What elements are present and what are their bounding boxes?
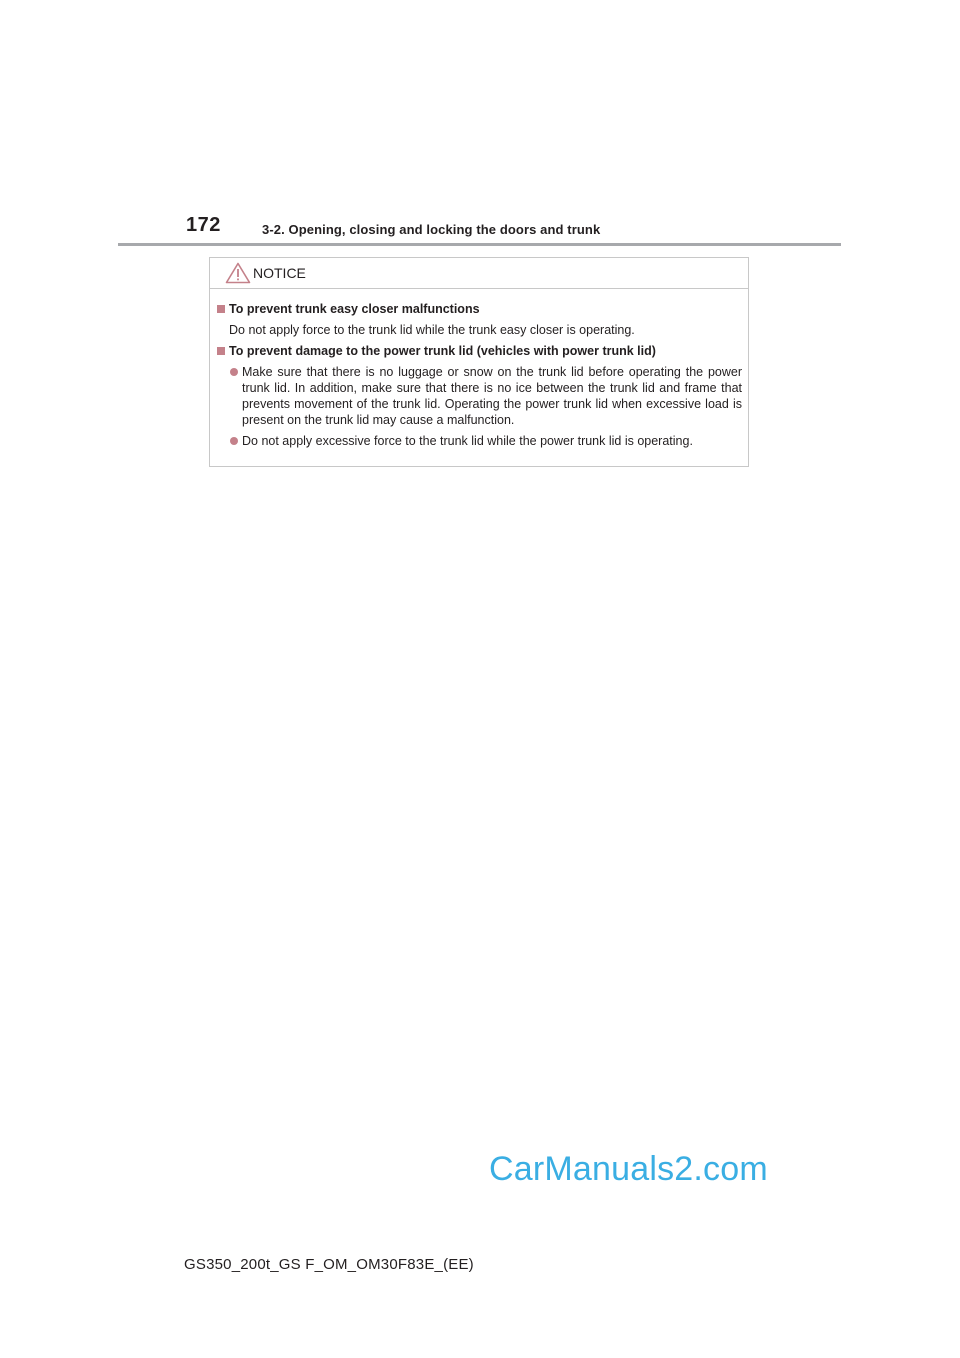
list-item-text: Make sure that there is no luggage or snow on the trunk lid before operating the power trunk lid. In addition, make sure that there is no ice between the trunk lid and frame that prevents movement of the trunk lid. Operating the power trunk lid when excessive load is present on the trunk lid may cause a malfunction.	[242, 365, 742, 427]
section-heading-trunk-easy-closer	[210, 301, 748, 317]
list-item-text: Do not apply excessive force to the trunk lid while the power trunk lid is operating.	[242, 434, 693, 448]
header-divider	[118, 243, 841, 246]
document-code: GS350_200t_GS F_OM_OM30F83E_(EE)	[184, 1256, 474, 1273]
list-item	[210, 364, 748, 428]
square-bullet-icon	[217, 305, 225, 313]
section-title: 3-2. Opening, closing and locking the doors and trunk	[262, 222, 601, 237]
round-bullet-icon	[230, 437, 238, 445]
list-item	[210, 433, 748, 449]
square-bullet-icon	[217, 347, 225, 355]
section-paragraph: Do not apply force to the trunk lid while the trunk easy closer is operating.	[229, 323, 635, 337]
notice-header	[210, 258, 748, 289]
section-heading-text: To prevent trunk easy closer malfunctions	[229, 302, 480, 316]
warning-triangle-icon	[225, 262, 251, 284]
section-heading-text: To prevent damage to the power trunk lid (vehicles with power trunk lid)	[229, 344, 656, 358]
section-heading-power-trunk-lid	[210, 343, 748, 359]
page-number: 172	[186, 214, 221, 236]
round-bullet-icon	[230, 368, 238, 376]
notice-title: NOTICE	[253, 265, 306, 281]
notice-body	[210, 301, 748, 454]
watermark-logo: CarManuals2.com	[489, 1150, 768, 1188]
notice-box	[209, 257, 749, 467]
